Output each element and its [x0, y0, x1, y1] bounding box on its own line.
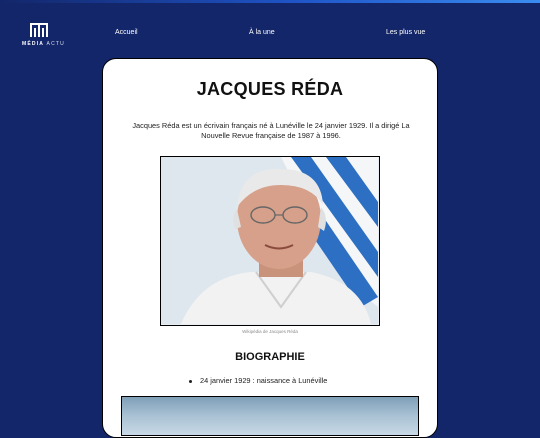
- bullet-icon: [189, 380, 192, 383]
- section-title-biographie: BIOGRAPHIE: [235, 351, 305, 363]
- biography-item-text: 24 janvier 1929 : naissance à Lunéville: [200, 376, 328, 385]
- nav-accueil[interactable]: Accueil: [115, 29, 138, 36]
- article-card: [102, 58, 438, 438]
- brand-name: MÉDIA ACTU: [22, 41, 65, 47]
- article-title: JACQUES RÉDA: [196, 79, 344, 99]
- image-caption: Wikipédia de Jacques Réda: [242, 329, 298, 334]
- media-logo-icon: [30, 22, 48, 38]
- brand-logo[interactable]: [22, 22, 65, 47]
- top-accent-bar: [0, 0, 540, 3]
- list-item: [189, 376, 327, 385]
- author-portrait: [160, 156, 380, 326]
- nav-les-plus-vue[interactable]: Les plus vue: [386, 29, 426, 36]
- article-intro: Jacques Réda est un écrivain français né à Lunéville le 24 janvier 1929. Il a dirigé La Nouvelle Revue française de 1987 à 1996.: [132, 121, 410, 140]
- biography-list: [189, 376, 327, 385]
- nav-a-la-une[interactable]: À la une: [249, 29, 275, 36]
- secondary-image: [121, 396, 419, 436]
